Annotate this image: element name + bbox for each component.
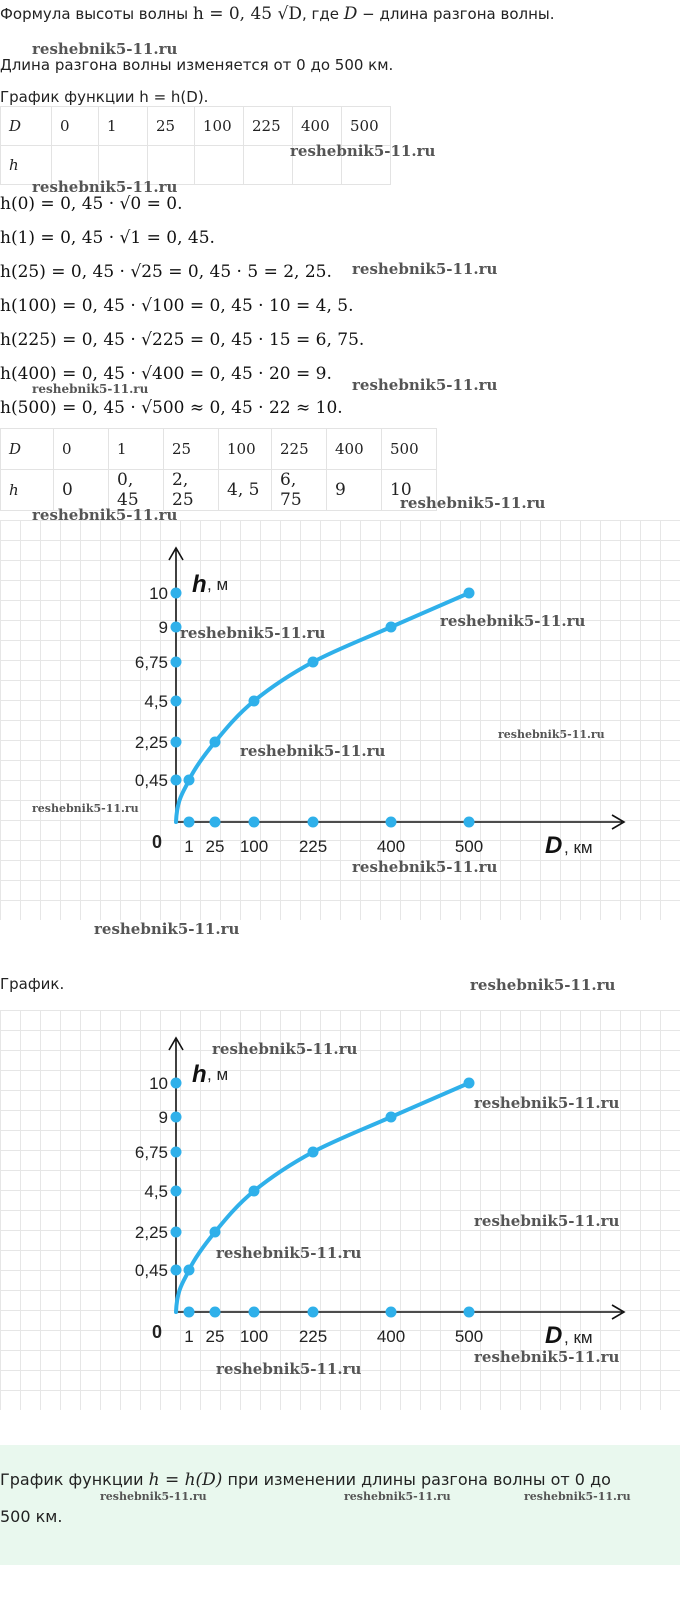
x-tick-point (249, 817, 260, 828)
y-tick-point (171, 775, 182, 786)
watermark: reshebnik5-11.ru (352, 858, 498, 876)
table-cell: h (1, 470, 54, 511)
watermark: reshebnik5-11.ru (94, 920, 240, 938)
values-table-filled (0, 428, 437, 511)
curve-point (464, 588, 475, 599)
watermark: reshebnik5-11.ru (498, 728, 605, 741)
watermark: reshebnik5-11.ru (474, 1212, 620, 1230)
x-tick-label: 500 (454, 1327, 484, 1346)
formula-line (0, 4, 555, 24)
curve-point (210, 1227, 221, 1238)
equation: h(0) = 0, 45 · √0 = 0. (0, 194, 183, 214)
table-cell: 25 (148, 107, 195, 146)
y-tick-point (171, 1186, 182, 1197)
x-tick-label: 225 (298, 1327, 328, 1346)
y-tick-label: 0,45 (134, 1261, 168, 1280)
curve-point (184, 775, 195, 786)
y-tick-point (171, 1227, 182, 1238)
footer-line-2: 500 км. (0, 1507, 63, 1526)
x-tick-point (386, 817, 397, 828)
y-tick-label: 4,5 (144, 692, 168, 711)
curve-series (176, 1083, 469, 1312)
table-cell: 1 (109, 429, 164, 470)
x-tick-label: 225 (298, 837, 328, 856)
table-row (1, 429, 437, 470)
equation: h(100) = 0, 45 · √100 = 0, 45 · 10 = 4, 5. (0, 296, 354, 316)
curve-point (308, 657, 319, 668)
table-cell: 0 (54, 429, 109, 470)
table-cell: 25 (164, 429, 219, 470)
footer-lead: График функции (0, 1470, 149, 1489)
footer-line-1 (0, 1470, 611, 1490)
x-tick-label: 500 (454, 837, 484, 856)
graph-title: График функции h = h(D). (0, 88, 209, 106)
x-tick-label: 1 (184, 837, 194, 856)
table-cell: 6, 75 (272, 470, 327, 511)
x-tick-label: 1 (184, 1327, 194, 1346)
graph-label: График. (0, 975, 65, 993)
watermark: reshebnik5-11.ru (240, 742, 386, 760)
table-cell: 2, 25 (164, 470, 219, 511)
watermark: reshebnik5-11.ru (474, 1348, 620, 1366)
range-text: Длина разгона волны изменяется от 0 до 500 км. (0, 56, 394, 74)
y-axis-label: h (192, 1061, 207, 1088)
y-tick-point (171, 1078, 182, 1089)
table-cell: D (1, 107, 52, 146)
curve-point (184, 1265, 195, 1276)
x-tick-point (184, 1307, 195, 1318)
watermark: reshebnik5-11.ru (32, 382, 149, 396)
table-cell: D (1, 429, 54, 470)
watermark: reshebnik5-11.ru (524, 1490, 631, 1503)
y-tick-point (171, 588, 182, 599)
table-cell: 9 (327, 470, 382, 511)
x-axis-label: D (545, 832, 563, 859)
curve-point (249, 1186, 260, 1197)
y-tick-label: 2,25 (134, 1223, 168, 1242)
watermark: reshebnik5-11.ru (470, 976, 616, 994)
table-cell: 225 (272, 429, 327, 470)
curve-point (464, 1078, 475, 1089)
curve-point (386, 1112, 397, 1123)
x-tick-label: 25 (205, 1327, 225, 1346)
table-row (1, 470, 437, 511)
x-tick-point (210, 817, 221, 828)
x-tick-label: 400 (376, 837, 406, 856)
table-cell (195, 146, 244, 185)
curve-point (249, 696, 260, 707)
watermark: reshebnik5-11.ru (352, 260, 498, 278)
y-tick-label: 6,75 (134, 1143, 168, 1162)
equation: h(400) = 0, 45 · √400 = 0, 45 · 20 = 9. (0, 364, 332, 384)
formula-math: h = 0, 45 √D (192, 4, 302, 24)
curve-point (210, 737, 221, 748)
table-cell (244, 146, 293, 185)
y-tick-point (171, 1147, 182, 1158)
y-tick-label: 2,25 (134, 733, 168, 752)
footer-math: h = h(D) (148, 1470, 223, 1490)
table-cell: 400 (327, 429, 382, 470)
watermark: reshebnik5-11.ru (32, 178, 178, 196)
table-cell: 100 (195, 107, 244, 146)
x-tick-point (184, 817, 195, 828)
x-tick-point (249, 1307, 260, 1318)
watermark: reshebnik5-11.ru (352, 376, 498, 394)
table-cell: 0, 45 (109, 470, 164, 511)
y-axis-label: h (192, 571, 207, 598)
y-tick-point (171, 1265, 182, 1276)
x-tick-point (308, 817, 319, 828)
d-variable: D (343, 4, 358, 24)
footer-panel (0, 1445, 680, 1565)
table-cell: h (1, 146, 52, 185)
watermark: reshebnik5-11.ru (216, 1360, 362, 1378)
x-tick-point (308, 1307, 319, 1318)
watermark: reshebnik5-11.ru (400, 494, 546, 512)
table-cell: 400 (293, 107, 342, 146)
y-tick-label: 0,45 (134, 771, 168, 790)
x-axis-unit: , км (564, 1328, 593, 1347)
y-tick-label: 9 (158, 1108, 168, 1127)
footer-tail: при изменении длины разгона волны от 0 до (222, 1470, 611, 1489)
equation: h(500) = 0, 45 · √500 ≈ 0, 45 · 22 ≈ 10. (0, 398, 343, 418)
x-tick-point (210, 1307, 221, 1318)
y-tick-point (171, 696, 182, 707)
x-tick-label: 25 (205, 837, 225, 856)
watermark: reshebnik5-11.ru (180, 624, 326, 642)
formula-tail: , где (301, 5, 344, 23)
watermark: reshebnik5-11.ru (216, 1244, 362, 1262)
table-cell: 4, 5 (219, 470, 272, 511)
x-tick-point (464, 817, 475, 828)
table-cell: 0 (54, 470, 109, 511)
y-tick-point (171, 737, 182, 748)
curve-point (308, 1147, 319, 1158)
formula-lead: Формула высоты волны (0, 5, 193, 23)
table-cell: 500 (382, 429, 437, 470)
origin-label: 0 (151, 832, 162, 852)
watermark: reshebnik5-11.ru (440, 612, 586, 630)
watermark: reshebnik5-11.ru (32, 506, 178, 524)
equation: h(25) = 0, 45 · √25 = 0, 45 · 5 = 2, 25. (0, 262, 332, 282)
watermark: reshebnik5-11.ru (344, 1490, 451, 1503)
x-axis-unit: , км (564, 838, 593, 857)
y-tick-label: 6,75 (134, 653, 168, 672)
watermark: reshebnik5-11.ru (32, 802, 139, 815)
watermark: reshebnik5-11.ru (290, 142, 436, 160)
y-tick-point (171, 1112, 182, 1123)
x-tick-label: 100 (239, 837, 269, 856)
y-axis-unit: , м (207, 1065, 229, 1084)
table-cell: 10 (382, 470, 437, 511)
x-tick-label: 100 (239, 1327, 269, 1346)
table-cell: 225 (244, 107, 293, 146)
table-cell: 500 (342, 107, 391, 146)
table-cell: 0 (52, 107, 99, 146)
y-tick-label: 4,5 (144, 1182, 168, 1201)
watermark: reshebnik5-11.ru (32, 40, 178, 58)
table-cell: 1 (99, 107, 148, 146)
equation: h(1) = 0, 45 · √1 = 0, 45. (0, 228, 215, 248)
y-tick-label: 10 (149, 1074, 168, 1093)
watermark: reshebnik5-11.ru (212, 1040, 358, 1058)
table-row (1, 107, 391, 146)
watermark: reshebnik5-11.ru (474, 1094, 620, 1112)
origin-label: 0 (151, 1322, 162, 1342)
curve-point (386, 622, 397, 633)
equation: h(225) = 0, 45 · √225 = 0, 45 · 15 = 6, 75. (0, 330, 365, 350)
y-tick-label: 10 (149, 584, 168, 603)
y-tick-point (171, 657, 182, 668)
y-axis-unit: , м (207, 575, 229, 594)
table-cell: 100 (219, 429, 272, 470)
d-description: − длина разгона волны. (357, 5, 555, 23)
x-tick-point (464, 1307, 475, 1318)
watermark: reshebnik5-11.ru (100, 1490, 207, 1503)
x-tick-point (386, 1307, 397, 1318)
y-tick-label: 9 (158, 618, 168, 637)
x-axis-label: D (545, 1322, 563, 1349)
x-tick-label: 400 (376, 1327, 406, 1346)
chart-1 (0, 520, 680, 920)
